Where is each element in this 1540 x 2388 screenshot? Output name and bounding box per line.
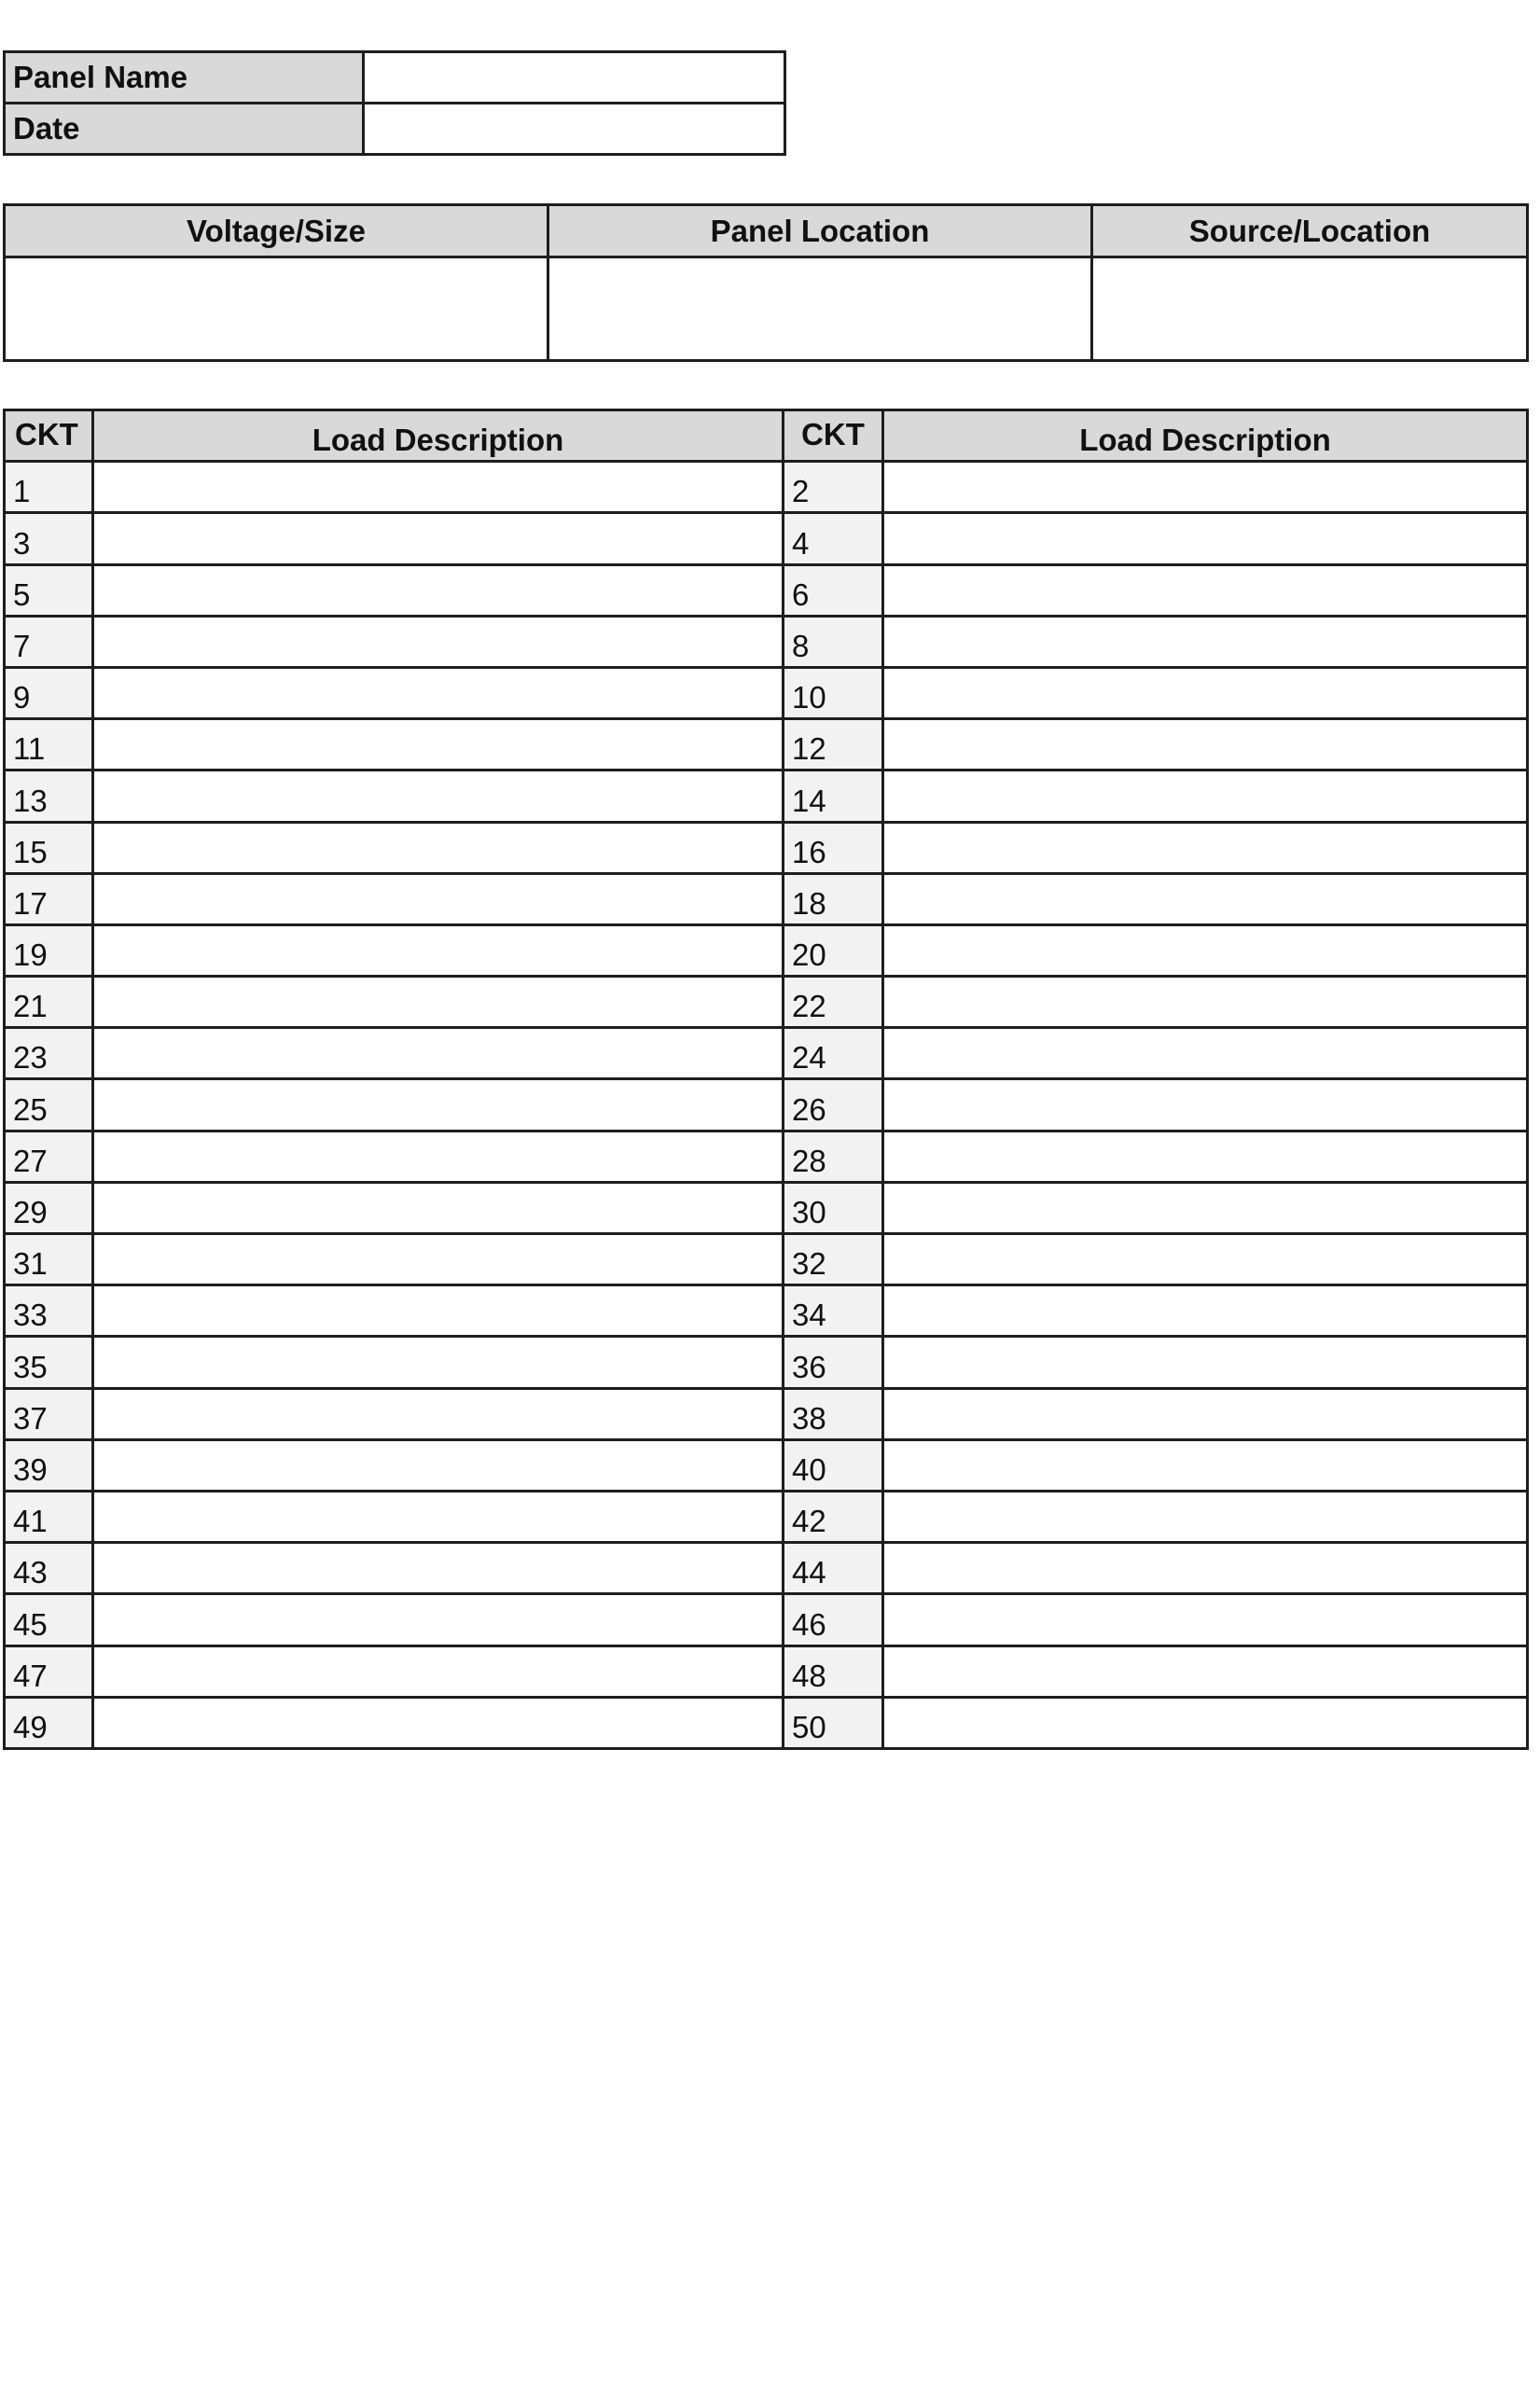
load-description-field-left[interactable]	[93, 924, 784, 976]
table-row	[5, 1594, 1528, 1645]
circuit-number-left: 41	[5, 1491, 93, 1542]
load-description-field-left[interactable]	[93, 1645, 784, 1697]
date-field[interactable]	[364, 104, 785, 155]
table-row	[5, 1028, 1528, 1079]
table-row	[5, 1491, 1528, 1542]
circuit-number-left: 25	[5, 1079, 93, 1131]
load-description-field-right[interactable]	[883, 462, 1528, 513]
circuit-number-right: 26	[784, 1079, 883, 1131]
source-location-header: Source/Location	[1092, 205, 1528, 257]
circuit-number-right: 38	[784, 1388, 883, 1439]
load-description-field-left[interactable]	[93, 513, 784, 564]
load-description-field-left[interactable]	[93, 1491, 784, 1542]
circuit-number-right: 42	[784, 1491, 883, 1542]
load-description-field-left[interactable]	[93, 564, 784, 616]
panel-name-field[interactable]	[364, 52, 785, 104]
table-row	[5, 873, 1528, 924]
circuit-number-left: 9	[5, 667, 93, 718]
load-description-field-right[interactable]	[883, 1079, 1528, 1131]
circuit-number-left: 45	[5, 1594, 93, 1645]
table-row	[5, 771, 1528, 822]
circuit-number-right: 28	[784, 1131, 883, 1182]
load-description-field-left[interactable]	[93, 1543, 784, 1594]
circuit-header-row	[5, 410, 1528, 462]
load-description-field-right[interactable]	[883, 1491, 1528, 1542]
load-description-header-left: Load Description	[93, 410, 784, 462]
circuit-number-left: 3	[5, 513, 93, 564]
load-description-field-left[interactable]	[93, 1439, 784, 1491]
load-description-field-right[interactable]	[883, 1285, 1528, 1337]
panel-name-label: Panel Name	[5, 52, 364, 104]
load-description-field-left[interactable]	[93, 1028, 784, 1079]
circuit-number-left: 27	[5, 1131, 93, 1182]
table-row	[5, 924, 1528, 976]
circuit-directory-table	[3, 409, 1529, 1750]
panel-location-table	[3, 203, 1529, 362]
circuit-number-right: 14	[784, 771, 883, 822]
load-description-field-left[interactable]	[93, 1182, 784, 1233]
load-description-field-right[interactable]	[883, 924, 1528, 976]
circuit-number-right: 40	[784, 1439, 883, 1491]
voltage-size-field[interactable]	[5, 257, 548, 361]
load-description-field-right[interactable]	[883, 719, 1528, 771]
load-description-field-left[interactable]	[93, 462, 784, 513]
date-row	[5, 104, 785, 155]
load-description-field-right[interactable]	[883, 564, 1528, 616]
panel-location-header: Panel Location	[548, 205, 1092, 257]
circuit-number-right: 8	[784, 616, 883, 667]
table-row	[5, 667, 1528, 718]
circuit-number-right: 6	[784, 564, 883, 616]
circuit-number-right: 24	[784, 1028, 883, 1079]
circuit-number-right: 18	[784, 873, 883, 924]
table-row	[5, 616, 1528, 667]
load-description-field-right[interactable]	[883, 771, 1528, 822]
table-row	[5, 1182, 1528, 1233]
table-row	[5, 977, 1528, 1028]
circuit-number-left: 33	[5, 1285, 93, 1337]
table-row	[5, 513, 1528, 564]
table-row	[5, 1697, 1528, 1748]
circuit-number-left: 7	[5, 616, 93, 667]
load-description-field-right[interactable]	[883, 1645, 1528, 1697]
circuit-number-left: 31	[5, 1234, 93, 1285]
circuit-number-left: 15	[5, 822, 93, 873]
load-description-field-left[interactable]	[93, 873, 784, 924]
table-row	[5, 822, 1528, 873]
load-description-field-left[interactable]	[93, 822, 784, 873]
source-location-field[interactable]	[1092, 257, 1528, 361]
panel-location-field[interactable]	[548, 257, 1092, 361]
circuit-number-right: 12	[784, 719, 883, 771]
circuit-number-left: 35	[5, 1337, 93, 1388]
load-description-field-right[interactable]	[883, 1388, 1528, 1439]
load-description-field-right[interactable]	[883, 873, 1528, 924]
circuit-number-right: 22	[784, 977, 883, 1028]
load-description-field-right[interactable]	[883, 616, 1528, 667]
load-description-header-right: Load Description	[883, 410, 1528, 462]
load-description-field-right[interactable]	[883, 1182, 1528, 1233]
circuit-number-left: 23	[5, 1028, 93, 1079]
table-row	[5, 564, 1528, 616]
load-description-field-left[interactable]	[93, 1388, 784, 1439]
load-description-field-right[interactable]	[883, 1131, 1528, 1182]
table-row	[5, 1079, 1528, 1131]
circuit-number-right: 50	[784, 1697, 883, 1748]
load-description-field-left[interactable]	[93, 771, 784, 822]
location-header-row	[5, 205, 1528, 257]
table-row	[5, 1337, 1528, 1388]
load-description-field-left[interactable]	[93, 1594, 784, 1645]
circuit-number-left: 11	[5, 719, 93, 771]
circuit-number-left: 5	[5, 564, 93, 616]
load-description-field-left[interactable]	[93, 667, 784, 718]
circuit-number-left: 49	[5, 1697, 93, 1748]
load-description-field-left[interactable]	[93, 1337, 784, 1388]
table-row	[5, 1439, 1528, 1491]
circuit-number-right: 46	[784, 1594, 883, 1645]
circuit-number-left: 13	[5, 771, 93, 822]
load-description-field-left[interactable]	[93, 616, 784, 667]
load-description-field-right[interactable]	[883, 1543, 1528, 1594]
circuit-number-right: 32	[784, 1234, 883, 1285]
load-description-field-right[interactable]	[883, 822, 1528, 873]
load-description-field-left[interactable]	[93, 977, 784, 1028]
load-description-field-right[interactable]	[883, 1697, 1528, 1748]
table-row	[5, 1285, 1528, 1337]
circuit-number-right: 48	[784, 1645, 883, 1697]
circuit-number-left: 47	[5, 1645, 93, 1697]
panel-name-row	[5, 52, 785, 104]
circuit-number-right: 16	[784, 822, 883, 873]
panel-info-table	[3, 50, 786, 156]
load-description-field-right[interactable]	[883, 1594, 1528, 1645]
circuit-number-left: 17	[5, 873, 93, 924]
load-description-field-right[interactable]	[883, 1028, 1528, 1079]
circuit-number-right: 34	[784, 1285, 883, 1337]
circuit-number-left: 19	[5, 924, 93, 976]
load-description-field-right[interactable]	[883, 513, 1528, 564]
circuit-number-left: 43	[5, 1543, 93, 1594]
load-description-field-right[interactable]	[883, 1337, 1528, 1388]
circuit-number-left: 37	[5, 1388, 93, 1439]
load-description-field-left[interactable]	[93, 719, 784, 771]
table-row	[5, 462, 1528, 513]
load-description-field-right[interactable]	[883, 1234, 1528, 1285]
circuit-number-right: 4	[784, 513, 883, 564]
load-description-field-left[interactable]	[93, 1285, 784, 1337]
load-description-field-right[interactable]	[883, 1439, 1528, 1491]
circuit-number-right: 30	[784, 1182, 883, 1233]
table-row	[5, 1645, 1528, 1697]
location-value-row	[5, 257, 1528, 361]
circuit-number-right: 36	[784, 1337, 883, 1388]
ckt-header-left: CKT	[5, 410, 93, 462]
voltage-size-header: Voltage/Size	[5, 205, 548, 257]
circuit-number-right: 44	[784, 1543, 883, 1594]
circuit-number-left: 1	[5, 462, 93, 513]
load-description-field-left[interactable]	[93, 1079, 784, 1131]
load-description-field-right[interactable]	[883, 977, 1528, 1028]
table-row	[5, 1234, 1528, 1285]
table-row	[5, 1131, 1528, 1182]
circuit-number-right: 10	[784, 667, 883, 718]
load-description-field-left[interactable]	[93, 1131, 784, 1182]
circuit-number-right: 2	[784, 462, 883, 513]
ckt-header-right: CKT	[784, 410, 883, 462]
table-row	[5, 719, 1528, 771]
table-row	[5, 1543, 1528, 1594]
load-description-field-left[interactable]	[93, 1234, 784, 1285]
date-label: Date	[5, 104, 364, 155]
circuit-number-left: 21	[5, 977, 93, 1028]
table-row	[5, 1388, 1528, 1439]
load-description-field-left[interactable]	[93, 1697, 784, 1748]
circuit-number-left: 39	[5, 1439, 93, 1491]
circuit-number-left: 29	[5, 1182, 93, 1233]
load-description-field-right[interactable]	[883, 667, 1528, 718]
circuit-number-right: 20	[784, 924, 883, 976]
